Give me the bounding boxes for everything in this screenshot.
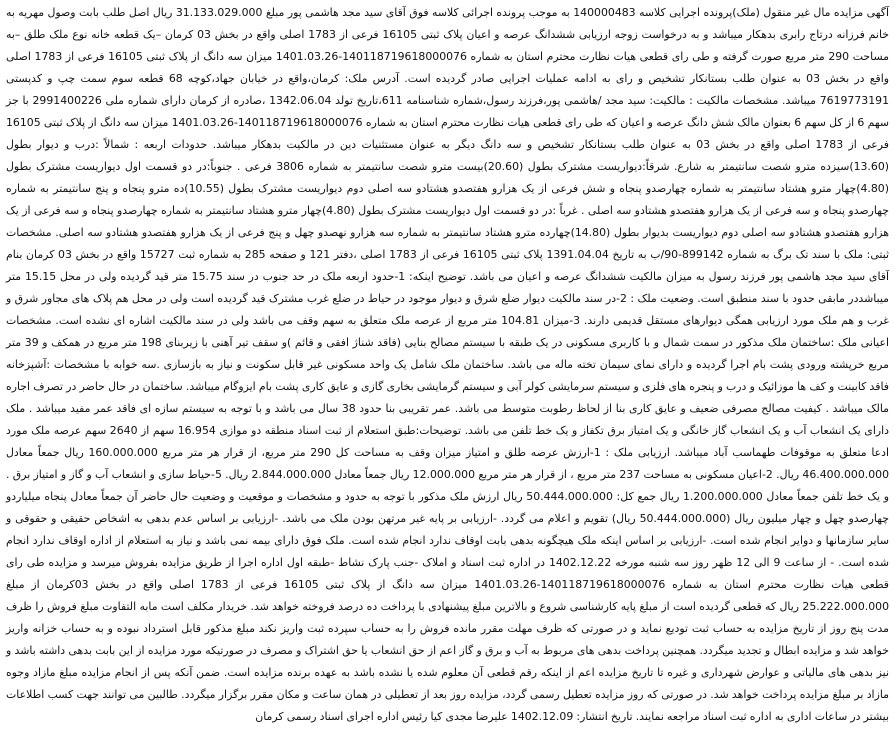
auction-notice-text: آگهی مزایده مال غیر منقول (ملک)پرونده اجرایی کلاسه 140000483 به موجب پرونده اجرائی کلاسه فوق آقای سید مجد هاشمی پور مبلغ 31.133.029.000 ریال اصل طلب بابت وصول مهریه به خانم فرزانه درتاج رابری بدهکار میباشد و به درخواست زوجه ارزیابی ششدانگ عرصه و اعیان پلاک ثبتی 16105 فرعی از 1783 اصلی واقع در بخش 03 کرمان –یک قطعه خانه نوع ملک طلق –به مساحت 290 متر مربع صورت گرفته و طی رای قطعی هیات نظارت محترم استان به شماره 140118719618000076-1401.03.26 میزان سه دانگ از پلاک ثبتی 16105 فرعی از 1783 اصلی واقع در بخش 03 به عنوان طلب بستانکار تشخیص و رای به ادامه عملیات اجرایی صادر گردیده است. آدرس ملک: کرمان،واقع در خیابان جهاد،کوچه 68 قطعه سوم سمت چپ و کدپستی 7619773191 میباشد. مشخصات مالکیت : مالکیت: سید مجد /هاشمی پور،فرزند رسول،شماره شناسنامه 611،تاریخ تولد 1342.06.04 ،صادره از کرمان دارای شماره ملی 2991400226 با جز سهم 6 از کل سهم 6 بعنوان مالک شش دانگ عرصه و اعیان که طی رای قطعی هیات نظارت محترم استان به شماره 140118719618000076-1401.03.26 میزان سه دانگ از پلاک ثبتی 16105 فرعی از 1783 اصلی واقع در بخش 03 به عنوان طلب بستانکار تشخیص و سه دانگ دیگر به عنوان مستثنیات دین در مالکیت بدهکار میباشد. حدودات اربعه : شمالاً :درب و دیوار بطول (13.60)سیزده مترو شصت سانتیمتر به شارع. شرقاً:دیواریست مشترک بطول (20.60)بیست مترو شصت سانتیمتر به شماره 3806 فرعی . جنوباً:در دو قسمت اول دیواریست مشترک بطول (4.80)چهار مترو هشتاد سانتیمتر به شماره چهارصدو پنجاه و شش فرعی از یک هزارو هفتصدو هشتادو سه اصلی دوم دیواریست مشترک بطول (10.55)ده مترو پنجاه و پنج سانتیمتر به شماره چهارصدو پنجاه و سه فرعی از یک هزارو هفتصدو هشتادو سه اصلی . غرباً :در دو قسمت اول دیواریست مشترک بطول (4.80)چهار مترو هشتاد سانتیمتر به شماره چهارصدو پنجاه و سه فرعی از یک هزارو هفتصدو هشتادو سه اصلی دوم دیواریست بدیوار بطول (14.80)چهارده مترو هشتاد سانتیمتر به شماره سه هزارو نهصدو چهل و پنج فرعی از یک هزارو هفتصدو هشتادو سه اصلی. مشخصات ثبتی: ملک با سند تک برگ به شماره 899142-90/ب به تاریخ 1391.04.04 پلاک ثبتی 16105 فرعی از 1783 اصلی ،دفتر 121 و صفحه 285 به شماره ثبت 15727 واقع در بخش 03 کرمان بنام آقای سید مجد هاشمی پور فرزند رسول به میزان مالکیت ششدانگ عرصه و اعیان می باشد. توضیح اینکه: 1-حدود اربعه ملک در حد جنوب در سند 15.75 متر قید گردیده ولی در محل 15.15 متر میباشددر مابقی حدود با سند منطبق است. وضعیت ملک : 2-در سند مالکیت دیوار ضلع شرق و دیوار موجود در حیاط در ضلع غرب مشترک قید گردیده است ولی در محل هم پلاک های مجاور شرق و غرب و هم ملک مورد ارزیابی همگی دیوارهای مستقل قدیمی دارند. 3-میزان 104.81 متر مربع از عرصه ملک متعلق به سهم وقف می باشد ولی در سند مالکیت اشاره ای نشده است. مشخصات اعیانی ملک :ساختمان ملک مذکور در سمت شمال و با کاربری مسکونی در یک طبقه با سیستم مصالح بنایی (فاقد شناژ افقی و قائم )و سقف تیر آهنی با زیربنای 198 متر مربع در همکف و 39 متر مربع خرپشته ورودی پشت بام اجرا گردیده و دارای نمای سیمان تخته ماله می باشد. ساختمان ملک شامل یک واحد مسکونی غیر قابل سکونت و نیاز به بازسازی .سه خوابه با مشخصات :آشپزخانه فاقد کابینت و کف ها موزائیک و درب و پنجره های فلزی و سیستم سرمایشی کولر آبی و سیستم گرمایشی بخاری گازی و عایق کاری پشت بام ایزوگام میباشد. ساختمان در حال حاضر در تصرف اجاره مالک میباشد . کیفیت مصالح مصرفی ضعیف و عایق کاری بنا از لحاظ رطوبت متوسط می باشد. عمر تقریبی بنا حدود 38 سال می باشد و با توجه به سیستم سازه ای فاقد عمر مفید میباشد . ملک دارای یک انشعاب آب و یک انشعاب گاز خانگی و یک امتیاز برق تکفاز و یک خط تلفن می باشد. توضیحات:طبق استعلام از ثبت اسناد منطقه دو موازی 16.954 سهم از 2640 سهم عرصه ملک مورد ادعا متعلق به موقوفات طهماسب آباد میباشد. ارزیابی ملک : 1-ارزش عرصه طلق و امتیاز میزان وقف به مساحت کل 290 متر مربع، از قرار هر متر مربع 160.000.000 ریال جمعاً معادل 46.400.000.000 ریال. 2-اعیان مسکونی به مساحت 237 متر مربع ، از قرار هر متر مربع 12.000.000 ریال جمعاً معادل 2.844.000.000 ریال. 5-حیاط سازی و انشعاب آب و گاز و امتیاز برق . و یک خط تلفن جمعاً معادل 1.200.000.000 ریال جمع کل: 50.444.000.000 ریال ارزش ملک مذکور با توجه به حدود و مشخصات و موقعیت و وضعیت حال حاضر آن جمعاً معادل پنجاه میلیاردو چهارصدو چهل و چهار میلیون ریال (50.444.000.000 ریال) تقویم و اعلام می گردد. -ارزیابی بر پایه غیر مرتهن بودن ملک می باشد. -ارزیابی بر اساس عدم بدهی به اشخاص حقیقی و حقوقی و سایر سازمانها و دوایر انجام شده است. -ارزیابی بر اساس اینکه ملک هیچگونه بدهی بابت اوقاف ندارد انجام شده است. ملک فوق دارای بیمه نمی باشد و نیاز به استعلام از اداره اوقاف ندارد انجام شده است. - از ساعت 9 الی 12 ظهر روز سه شنبه مورخه 1402.12.22 در اداره ثبت اسناد و املاک -جنب پارک نشاط -طبقه اول اداره اجرا از طریق مزایده بفروش میرسد و مزایده طی رای قطعی هیات نظارت محترم استان به شماره 140118719618000076-1401.03.26 میزان سه دانگ از پلاک ثبتی 16105 فرعی از 1783 اصلی واقع در بخش 03کرمان از مبلغ 25.222.000.000 ریال که قطعی گردیده است از مبلغ پایه کارشناسی شروع و بالاترین مبلغ پیشنهادی با پرداخت ده درصد فروخته خواهد شد. خریدار مکلف است مابه التفاوت مبلغ فروش را ظرف مدت پنج روز از تاریخ مزایده به حساب ثبت تودیع نماید و در صورتی که ظرف مهلت مقرر مانده فروش را به حساب سپرده ثبت واریز نکند مبلغ مذکور قابل استرداد نبوده و به حساب خزانه واریز خواهد شد و مزایده ابطال و تجدید میگردد. همچنین پرداخت بدهی های مربوط به آب و برق و گاز اعم از حق انشعاب یا حق اشتراک و مصرف در صورتیکه مورد مزایده از این بابت بدهی داشته باشد و نیز بدهی های مالیاتی و عوارض شهرداری و غیره تا تاریخ مزایده اعم از اینکه رقم قطعی آن معلوم شده یا نشده باشد به عهده برنده مزایده است. ضمن آنکه پس از انجام مزایده مبلغ مازاد وجوه مازاد بر مبلغ مزایده پرداخت خواهد شد. در صورتی که روز مزایده تعطیل رسمی گردد، مزایده روز بعد از تعطیلی در همان ساعت و مکان مقرر برگزار میگردد. طالبین می توانند جهت کسب اطلاعات بیشتر در ساعات اداری به اداره ثبت اسناد مراجعه نمایند. تاریخ انتشار: 1402.12.09 علیرضا مجدی کیا رئیس اداره اجرای اسناد رسمی کرمان <box>6 6 890 723</box>
